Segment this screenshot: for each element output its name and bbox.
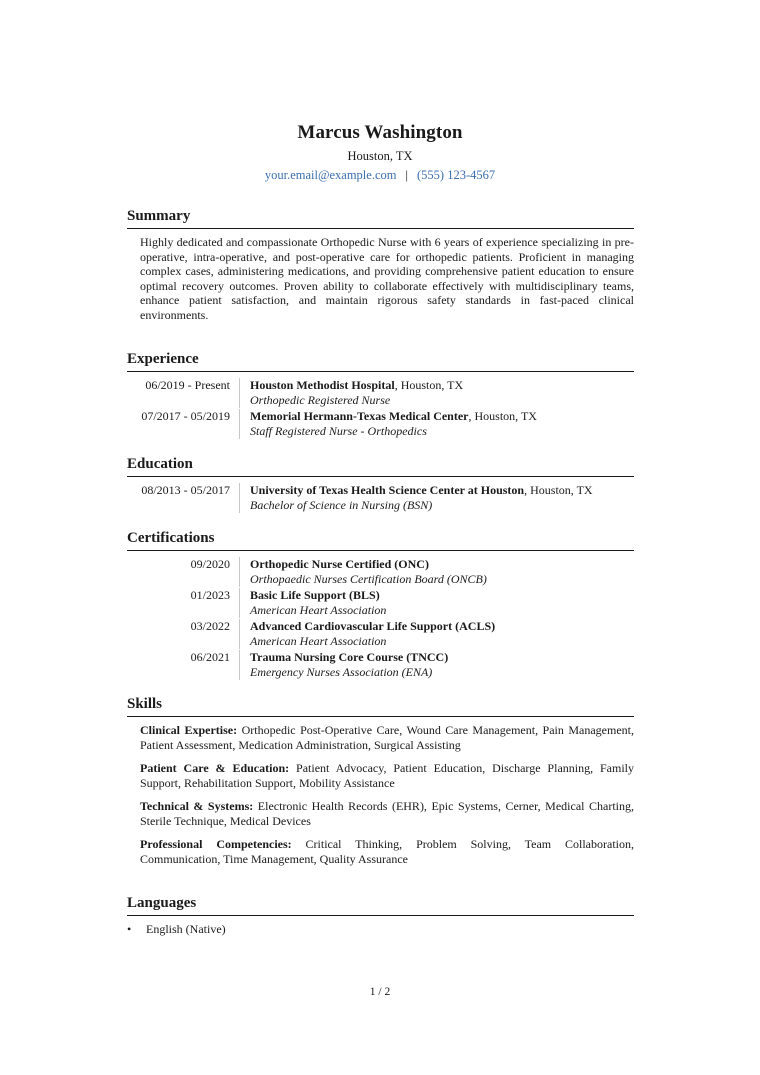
skill-group-text: Patient Advocacy, Patient Education, Discharge Planning, Family Support, Rehabilitation Support, Mobility Assistance [140, 761, 634, 790]
contact-line [0, 168, 760, 183]
skill-group [140, 837, 634, 867]
entry-location: , Houston, TX [468, 409, 537, 423]
entry-organization: Advanced Cardiovascular Life Support (ACLS) [250, 619, 496, 633]
entry-role: Orthopaedic Nurses Certification Board (ONCB) [250, 572, 487, 586]
entry-role: American Heart Association [250, 634, 387, 648]
entry-role: Bachelor of Science in Nursing (BSN) [250, 498, 433, 512]
skill-group-text: Orthopedic Post-Operative Care, Wound Care Management, Pain Management, Patient Assessment, Medication Administration, Surgical Assisting [140, 723, 634, 752]
certification-entry [127, 650, 634, 680]
skill-group [140, 761, 634, 791]
skill-group-label: Professional Competencies: [140, 837, 292, 851]
certification-entry [127, 557, 634, 587]
experience-section [127, 351, 634, 439]
experience-entry [127, 378, 634, 408]
certifications-section [127, 530, 634, 680]
education-section [127, 456, 634, 513]
phone-link[interactable]: (555) 123-4567 [417, 168, 496, 182]
entry-role: American Heart Association [250, 603, 387, 617]
section-title-certifications: Certifications [127, 530, 634, 551]
education-entry [127, 483, 634, 513]
entry-location: , Houston, TX [524, 483, 593, 497]
entry-organization: University of Texas Health Science Center at Houston [250, 483, 525, 497]
skill-group [140, 799, 634, 829]
entry-organization: Orthopedic Nurse Certified (ONC) [250, 557, 429, 571]
entry-date: 06/2021 [190, 650, 230, 664]
entry-role: Emergency Nurses Association (ENA) [250, 665, 433, 679]
entry-organization: Trauma Nursing Core Course (TNCC) [250, 650, 449, 664]
section-title-skills: Skills [127, 696, 634, 717]
languages-list [127, 922, 634, 937]
list-item: • English (Native) [127, 922, 634, 937]
summary-text: Highly dedicated and compassionate Orthopedic Nurse with 6 years of experience specializing in pre-operative, intra-operative, and post-operative care for orthopedic patients. Proficient in managing complex cases, administering medications, and providing comprehensive patient education to ensure optimal recovery outcomes. Proven ability to collaborate effectively with multidisciplinary teams, enhance patient satisfaction, and maintain rigorous safety standards in fast-paced clinical environments. [140, 235, 634, 322]
entry-role: Orthopedic Registered Nurse [250, 393, 391, 407]
skill-group-label: Clinical Expertise: [140, 723, 238, 737]
entry-organization: Basic Life Support (BLS) [250, 588, 380, 602]
contact-separator: | [405, 168, 408, 182]
section-title-education: Education [127, 456, 634, 477]
email-link[interactable]: your.email@example.com [264, 168, 397, 182]
skill-group-label: Technical & Systems: [140, 799, 254, 813]
entry-location: , Houston, TX [394, 378, 464, 392]
skill-group [140, 723, 634, 753]
skill-group-text: Critical Thinking, Problem Solving, Team Collaboration, Communication, Time Management, Quality Assurance [140, 837, 634, 866]
entry-date: 06/2019 - Present [145, 378, 230, 392]
skill-group-label: Patient Care & Education: [140, 761, 290, 775]
entry-date: 03/2022 [190, 619, 230, 633]
candidate-location: Houston, TX [347, 149, 413, 163]
page-number: 1 / 2 [369, 986, 391, 998]
certification-entry [127, 588, 634, 618]
section-title-languages: Languages [127, 895, 634, 916]
experience-entry [127, 409, 634, 439]
resume-header [0, 122, 760, 183]
entry-organization: Memorial Hermann-Texas Medical Center [250, 409, 469, 423]
languages-section [127, 895, 634, 937]
skills-section [127, 696, 634, 867]
entry-date: 09/2020 [190, 557, 230, 571]
entry-organization: Houston Methodist Hospital [250, 378, 395, 392]
skill-group-text: Electronic Health Records (EHR), Epic Systems, Cerner, Medical Charting, Sterile Technique, Medical Devices [140, 799, 634, 828]
certification-entry [127, 619, 634, 649]
summary-section [127, 208, 634, 323]
entry-date: 01/2023 [190, 588, 230, 602]
entry-role: Staff Registered Nurse - Orthopedics [250, 424, 427, 438]
entry-date: 07/2017 - 05/2019 [141, 409, 230, 423]
entry-date: 08/2013 - 05/2017 [141, 483, 230, 497]
section-title-experience: Experience [127, 351, 634, 372]
section-title-summary: Summary [127, 208, 634, 229]
candidate-name: Marcus Washington [297, 122, 463, 143]
